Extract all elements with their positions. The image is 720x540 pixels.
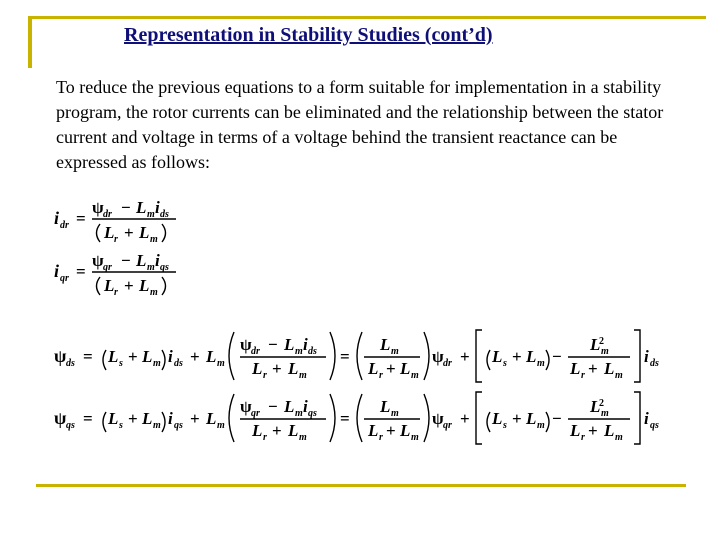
svg-text:qr: qr bbox=[443, 420, 452, 431]
svg-text:−: − bbox=[268, 335, 278, 354]
svg-text:=: = bbox=[83, 409, 93, 428]
svg-text:i: i bbox=[54, 261, 60, 281]
svg-text:L: L bbox=[136, 251, 147, 270]
svg-text:s: s bbox=[119, 420, 123, 431]
svg-text:qs: qs bbox=[308, 408, 317, 419]
svg-text:i: i bbox=[54, 208, 60, 228]
svg-text:L: L bbox=[368, 421, 379, 440]
svg-text:L: L bbox=[139, 276, 150, 295]
svg-text:L: L bbox=[590, 335, 601, 354]
svg-text:qr: qr bbox=[60, 273, 69, 284]
svg-text:L: L bbox=[400, 421, 411, 440]
svg-text:+: + bbox=[460, 347, 470, 366]
svg-text:ds: ds bbox=[650, 358, 659, 369]
svg-text:+: + bbox=[460, 409, 470, 428]
svg-text:=: = bbox=[340, 409, 350, 428]
svg-text:s: s bbox=[503, 358, 507, 369]
svg-text:+: + bbox=[272, 359, 282, 378]
svg-text:L: L bbox=[526, 347, 537, 366]
svg-text:m: m bbox=[217, 358, 225, 369]
svg-text:=: = bbox=[76, 262, 86, 281]
svg-text:m: m bbox=[147, 209, 155, 220]
svg-text:L: L bbox=[206, 409, 217, 428]
svg-text:dr: dr bbox=[443, 358, 452, 369]
accent-bottom-rule bbox=[36, 484, 686, 487]
svg-text:−: − bbox=[268, 397, 278, 416]
svg-text:m: m bbox=[391, 346, 399, 357]
svg-text:m: m bbox=[601, 408, 609, 419]
svg-text:=: = bbox=[340, 347, 350, 366]
svg-text:r: r bbox=[379, 432, 383, 443]
svg-text:m: m bbox=[411, 370, 419, 381]
svg-text:dr: dr bbox=[103, 209, 112, 220]
svg-text:ψ: ψ bbox=[432, 347, 444, 366]
svg-text:qr: qr bbox=[103, 262, 112, 273]
svg-text:ψ: ψ bbox=[92, 251, 104, 270]
svg-text:+: + bbox=[128, 409, 138, 428]
svg-text:r: r bbox=[114, 287, 118, 298]
svg-text:m: m bbox=[601, 346, 609, 357]
accent-vertical-bar bbox=[28, 18, 32, 68]
svg-text:L: L bbox=[139, 223, 150, 242]
svg-text:m: m bbox=[217, 420, 225, 431]
svg-text:L: L bbox=[570, 359, 581, 378]
svg-text:L: L bbox=[288, 421, 299, 440]
equation-idr bbox=[50, 197, 190, 247]
svg-text:r: r bbox=[114, 234, 118, 245]
svg-text:dr: dr bbox=[60, 220, 69, 231]
svg-text:L: L bbox=[252, 359, 263, 378]
svg-text:L: L bbox=[104, 223, 115, 242]
svg-text:L: L bbox=[492, 347, 503, 366]
svg-text:r: r bbox=[581, 432, 585, 443]
svg-text:i: i bbox=[155, 198, 160, 217]
svg-text:m: m bbox=[153, 358, 161, 369]
svg-text:L: L bbox=[570, 421, 581, 440]
svg-text:−: − bbox=[552, 409, 562, 428]
svg-text:=: = bbox=[76, 209, 86, 228]
svg-text:r: r bbox=[379, 370, 383, 381]
svg-text:ψ: ψ bbox=[240, 335, 252, 354]
svg-text:ψ: ψ bbox=[240, 397, 252, 416]
svg-text:i: i bbox=[155, 251, 160, 270]
svg-text:i: i bbox=[303, 397, 308, 416]
svg-text:ψ: ψ bbox=[54, 346, 67, 366]
svg-text:L: L bbox=[284, 335, 295, 354]
svg-text:+: + bbox=[386, 359, 396, 378]
svg-text:+: + bbox=[124, 276, 134, 295]
slide-title: Representation in Stability Studies (cont’d) bbox=[124, 24, 493, 46]
svg-text:r: r bbox=[263, 370, 267, 381]
svg-text:−: − bbox=[121, 198, 131, 217]
svg-text:+: + bbox=[190, 409, 200, 428]
svg-text:L: L bbox=[400, 359, 411, 378]
svg-text:L: L bbox=[284, 397, 295, 416]
svg-text:ds: ds bbox=[160, 209, 169, 220]
svg-text:L: L bbox=[604, 421, 615, 440]
svg-text:+: + bbox=[128, 347, 138, 366]
svg-text:L: L bbox=[380, 335, 391, 354]
svg-text:m: m bbox=[147, 262, 155, 273]
svg-text:+: + bbox=[512, 409, 522, 428]
svg-text:qr: qr bbox=[251, 408, 260, 419]
equation-psi-qs bbox=[50, 390, 670, 450]
svg-text:2: 2 bbox=[599, 398, 604, 409]
svg-text:m: m bbox=[150, 234, 158, 245]
svg-text:dr: dr bbox=[251, 346, 260, 357]
svg-text:r: r bbox=[581, 370, 585, 381]
svg-text:2: 2 bbox=[599, 336, 604, 347]
svg-text:L: L bbox=[526, 409, 537, 428]
svg-text:L: L bbox=[380, 397, 391, 416]
svg-text:m: m bbox=[150, 287, 158, 298]
svg-text:+: + bbox=[588, 421, 598, 440]
svg-text:L: L bbox=[590, 397, 601, 416]
svg-text:L: L bbox=[368, 359, 379, 378]
equation-iqr bbox=[50, 250, 190, 300]
svg-text:L: L bbox=[288, 359, 299, 378]
svg-text:L: L bbox=[142, 409, 153, 428]
svg-text:i: i bbox=[644, 409, 649, 428]
svg-text:i: i bbox=[168, 409, 173, 428]
svg-text:i: i bbox=[644, 347, 649, 366]
equation-psi-ds bbox=[50, 328, 670, 388]
svg-text:L: L bbox=[104, 276, 115, 295]
svg-text:ds: ds bbox=[66, 358, 75, 369]
svg-text:+: + bbox=[386, 421, 396, 440]
svg-text:qs: qs bbox=[66, 420, 75, 431]
svg-text:i: i bbox=[303, 335, 308, 354]
svg-text:m: m bbox=[299, 370, 307, 381]
svg-text:s: s bbox=[503, 420, 507, 431]
svg-text:L: L bbox=[252, 421, 263, 440]
svg-text:L: L bbox=[604, 359, 615, 378]
svg-text:+: + bbox=[512, 347, 522, 366]
svg-text:+: + bbox=[190, 347, 200, 366]
svg-text:m: m bbox=[299, 432, 307, 443]
svg-text:m: m bbox=[295, 346, 303, 357]
svg-text:ds: ds bbox=[174, 358, 183, 369]
svg-text:L: L bbox=[108, 347, 119, 366]
svg-text:m: m bbox=[391, 408, 399, 419]
svg-text:qs: qs bbox=[160, 262, 169, 273]
svg-text:m: m bbox=[411, 432, 419, 443]
svg-text:m: m bbox=[295, 408, 303, 419]
svg-text:m: m bbox=[615, 432, 623, 443]
svg-text:−: − bbox=[552, 347, 562, 366]
svg-text:L: L bbox=[136, 198, 147, 217]
svg-text:+: + bbox=[588, 359, 598, 378]
svg-text:i: i bbox=[168, 347, 173, 366]
svg-text:ψ: ψ bbox=[432, 409, 444, 428]
svg-text:m: m bbox=[537, 420, 545, 431]
svg-text:+: + bbox=[272, 421, 282, 440]
svg-text:qs: qs bbox=[650, 420, 659, 431]
svg-text:s: s bbox=[119, 358, 123, 369]
svg-text:L: L bbox=[142, 347, 153, 366]
svg-text:+: + bbox=[124, 223, 134, 242]
svg-text:ψ: ψ bbox=[92, 198, 104, 217]
intro-paragraph: To reduce the previous equations to a form suitable for implementation in a stability program, the rotor currents can be eliminated and the relationship between the stator current and voltage in terms of a voltage behind the transient reactance can be expressed as follows: bbox=[56, 77, 664, 172]
svg-text:qs: qs bbox=[174, 420, 183, 431]
accent-top-rule bbox=[28, 16, 706, 19]
svg-text:ds: ds bbox=[308, 346, 317, 357]
svg-text:r: r bbox=[263, 432, 267, 443]
svg-text:m: m bbox=[153, 420, 161, 431]
svg-text:m: m bbox=[615, 370, 623, 381]
svg-text:L: L bbox=[206, 347, 217, 366]
svg-text:L: L bbox=[492, 409, 503, 428]
svg-text:L: L bbox=[108, 409, 119, 428]
svg-text:ψ: ψ bbox=[54, 408, 67, 428]
svg-text:m: m bbox=[537, 358, 545, 369]
svg-text:−: − bbox=[121, 251, 131, 270]
svg-text:=: = bbox=[83, 347, 93, 366]
